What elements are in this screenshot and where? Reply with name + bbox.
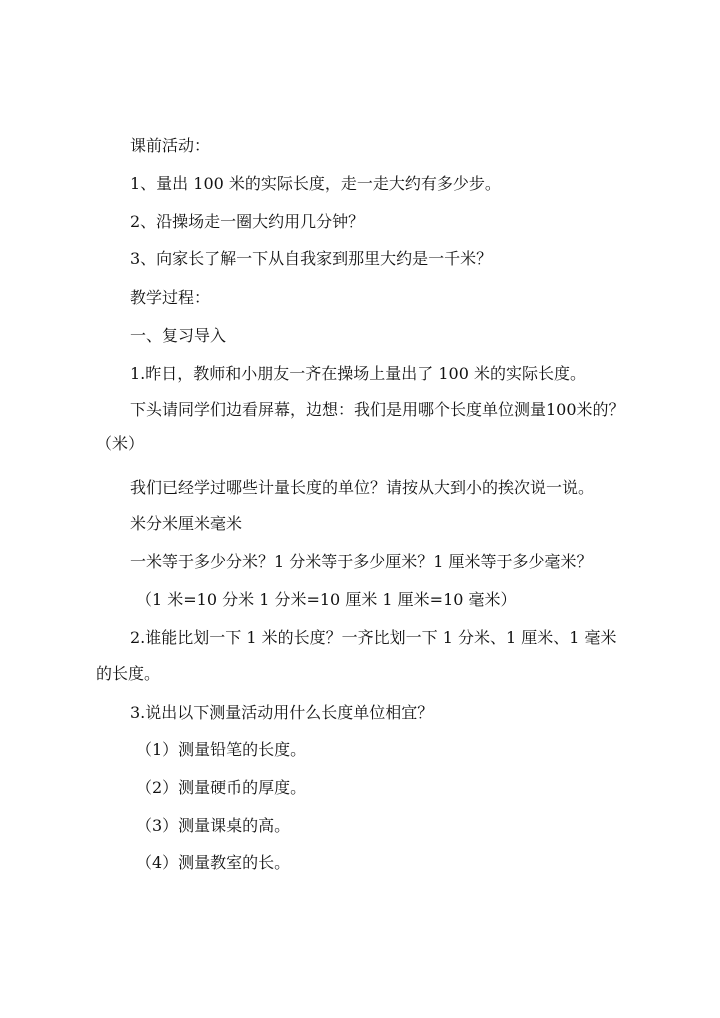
pre-item-1: 1、量出 100 米的实际长度，走一走大约有多少步。 (130, 174, 501, 193)
paragraph-1: 1.昨日，教师和小朋友一齐在操场上量出了 100 米的实际长度。 (130, 364, 586, 383)
paragraph-6-continuation: 的长度。 (96, 664, 161, 683)
process-title: 教学过程： (130, 288, 211, 307)
paragraph-2: 下头请同学们边看屏幕，边想：我们是用哪个长度单位测量100米的？ (130, 400, 625, 419)
pre-item-2: 2、沿操场走一圈大约用几分钟？ (130, 212, 365, 231)
unit-list: 米分米厘米毫米 (130, 514, 243, 533)
section-title: 一、复习导入 (130, 326, 227, 345)
pre-class-title: 课前活动： (130, 136, 211, 155)
sub-item-3: （3）测量课桌的高。 (136, 816, 291, 835)
sub-item-1: （1）测量铅笔的长度。 (136, 740, 307, 759)
paragraph-4: 一米等于多少分米？1 分米等于多少厘米？1 厘米等于多少毫米？ (130, 552, 593, 571)
paragraph-3: 我们已经学过哪些计量长度的单位？请按从大到小的挨次说一说。 (130, 478, 595, 497)
paragraph-5: （1 米=10 分米 1 分米=10 厘米 1 厘米=10 毫米） (136, 590, 517, 609)
sub-item-4: （4）测量教室的长。 (136, 853, 291, 872)
paragraph-2-continuation: （米） (96, 434, 145, 453)
sub-item-2: （2）测量硬币的厚度。 (136, 778, 307, 797)
paragraph-6: 2.谁能比划一下 1 米的长度？一齐比划一下 1 分米、1 厘米、1 毫米 (130, 628, 617, 647)
pre-item-3: 3、向家长了解一下从自我家到那里大约是一千米？ (130, 249, 493, 268)
paragraph-7: 3.说出以下测量活动用什么长度单位相宜？ (130, 703, 434, 722)
